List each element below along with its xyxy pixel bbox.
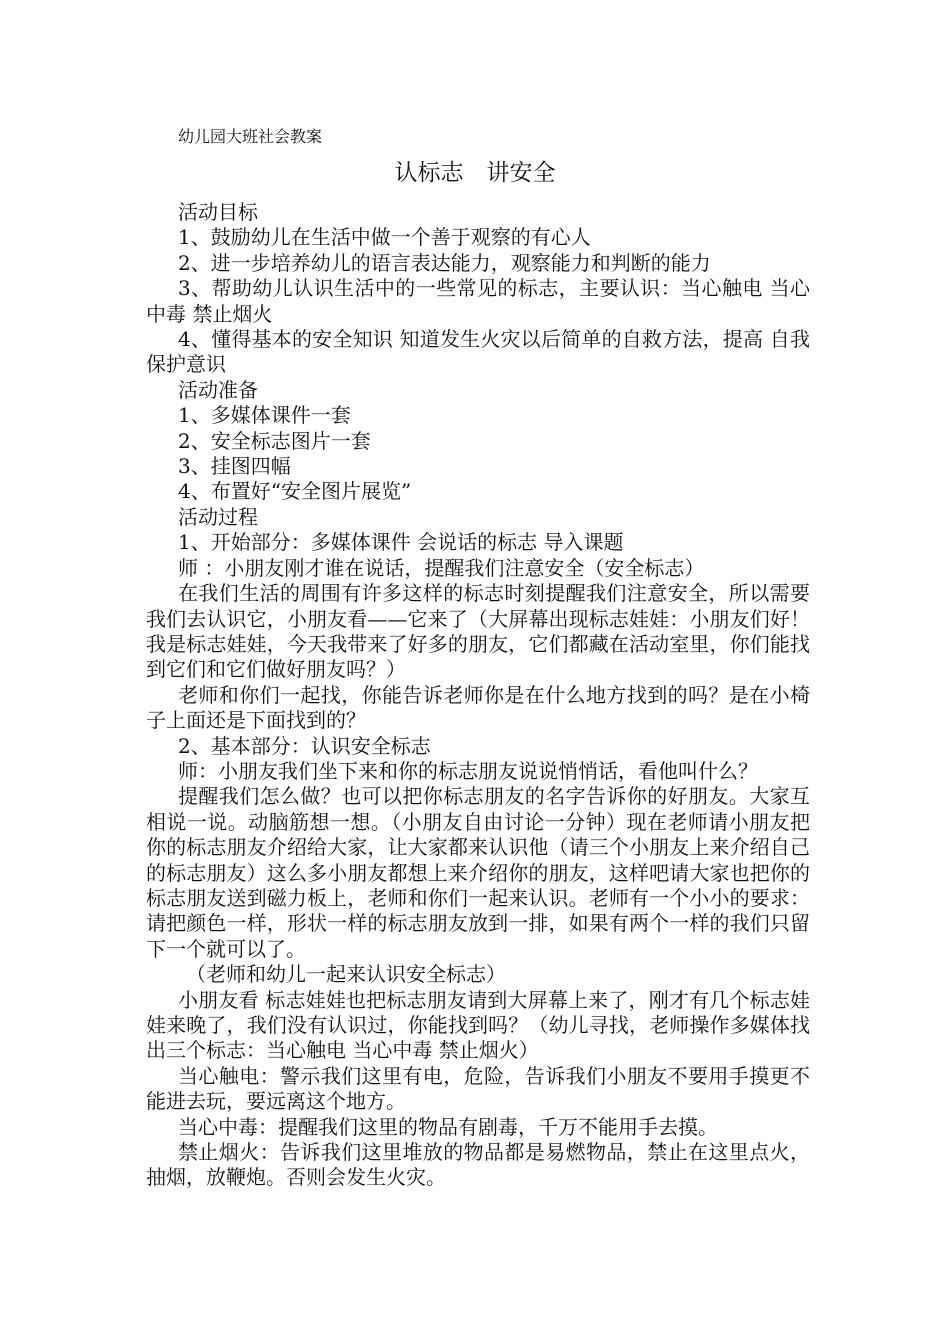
- paragraph: 活动准备: [178, 377, 258, 402]
- document-header: 幼儿园大班社会教案: [178, 127, 323, 146]
- paragraph: 师 ：小朋友刚才谁在说话，提醒我们注意安全（安全标志）: [178, 555, 705, 580]
- paragraph: （老师和幼儿一起来认识安全标志）: [186, 962, 506, 987]
- paragraph: 2、基本部分：认识安全标志: [178, 733, 431, 758]
- paragraph: 3、挂图四幅: [178, 454, 291, 479]
- paragraph: 3、帮助幼儿认识生活中的一些常见的标志，主要认识：当心触电 当心中毒 禁止烟火: [146, 276, 810, 326]
- paragraph: 禁止烟火：告诉我们这里堆放的物品都是易燃物品，禁止在这里点火，抽烟，放鞭炮。否则会发生火灾。: [146, 1140, 810, 1190]
- document-body: [146, 200, 810, 1191]
- paragraph: 在我们生活的周围有许多这样的标志时刻提醒我们注意安全，所以需要我们去认识它，小朋友看——它来了（大屏幕出现标志娃娃：小朋友们好！我是标志娃娃，今天我带来了好多的朋友，它们都藏在活动室里，你们能找到它们和它们做好朋友吗？）: [146, 581, 810, 682]
- paragraph: 活动目标: [178, 200, 258, 224]
- document-title: 认标志 讲安全: [394, 160, 556, 186]
- paragraph: 小朋友看 标志娃娃也把标志朋友请到大屏幕上来了，刚才有几个标志娃娃来晚了，我们没有认识过，你能找到吗？（幼儿寻找，老师操作多媒体找出三个标志：当心触电 当心中毒 禁止烟火）: [146, 987, 810, 1063]
- paragraph: 1、开始部分：多媒体课件 会说话的标志 导入课题: [178, 530, 624, 555]
- paragraph: 老师和你们一起找，你能告诉老师你是在什么地方找到的吗？是在小椅子上面还是下面找到的？: [146, 682, 810, 733]
- paragraph: 1、鼓励幼儿在生活中做一个善于观察的有心人: [178, 225, 591, 250]
- paragraph: 师：小朋友我们坐下来和你的标志朋友说说悄悄话，看他叫什么？: [178, 758, 758, 783]
- paragraph: 2、安全标志图片一套: [178, 428, 371, 453]
- paragraph: 提醒我们怎么做？也可以把你标志朋友的名字告诉你的好朋友。大家互相说一说。动脑筋想一想。（小朋友自由讨论一分钟）现在老师请小朋友把你的标志朋友介绍给大家，让大家都来认识他（请三个小朋友上来介绍自己的标志朋友）这么多小朋友都想上来介绍你的朋友，这样吧请大家也把你的标志朋友送到磁力板上，老师和你们一起来认识。老师有一个小小的要求：请把颜色一样，形状一样的标志朋友放到一排，如果有两个一样的我们只留下一个就可以了。: [146, 784, 810, 961]
- paragraph: 当心中毒：提醒我们这里的物品有剧毒，千万不能用手去摸。: [178, 1114, 718, 1139]
- paragraph: 4、布置好“安全图片展览”: [178, 479, 412, 504]
- paragraph: 2、进一步培养幼儿的语言表达能力，观察能力和判断的能力: [178, 250, 711, 275]
- paragraph: 当心触电：警示我们这里有电，危险，告诉我们小朋友不要用手摸更不能进去玩，要远离这个地方。: [146, 1063, 810, 1114]
- paragraph: 4、懂得基本的安全知识 知道发生火灾以后简单的自救方法，提高 自我保护意识: [146, 327, 810, 377]
- paragraph: 1、多媒体课件一套: [178, 403, 351, 428]
- paragraph: 活动过程: [178, 504, 258, 529]
